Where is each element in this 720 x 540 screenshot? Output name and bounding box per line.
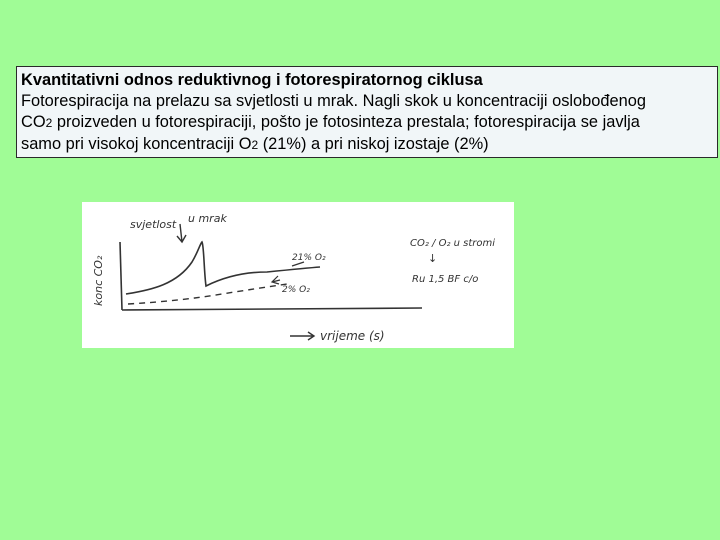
label-xaxis: vrijeme (s) <box>320 329 385 343</box>
description-line-3-text: samo pri visokoj koncentraciji O <box>21 135 252 153</box>
handwritten-sketch <box>82 202 514 348</box>
light-arrow <box>177 224 186 242</box>
x-axis <box>122 308 422 310</box>
label-light: svjetlost <box>130 218 177 231</box>
slide-title: Kvantitativni odnos reduktivnog i fotorespiratornog ciklusa <box>21 71 483 89</box>
label-yaxis: konc CO₂ <box>92 255 105 306</box>
description-line-1 <box>21 91 713 112</box>
description-box <box>16 66 718 158</box>
note-line-2: Ru 1,5 BF c/o <box>412 274 479 285</box>
co2-text: CO <box>21 113 46 131</box>
description-line-2-text: proizveden u fotorespiraciji, pošto je fotosinteza prestala; fotorespiracija se javlja <box>52 113 640 131</box>
description-line-2 <box>21 112 713 134</box>
y-axis <box>120 242 122 310</box>
label-2-o2: 2% O₂ <box>282 285 310 295</box>
o2-subscript: 2 <box>251 138 259 152</box>
label-2-arrow <box>272 276 280 284</box>
x-axis-arrow <box>290 332 314 340</box>
curve-2-o2 <box>128 284 287 304</box>
note-line-1: CO₂ / O₂ u stromi <box>410 238 496 249</box>
description-line-3-end: (21%) a pri niskoj izostaje (2%) <box>258 135 489 153</box>
note-arrow: ↓ <box>428 252 438 265</box>
sketch-svg <box>82 202 514 348</box>
label-21-o2: 21% O₂ <box>292 253 326 263</box>
co2-subscript: 2 <box>45 116 53 130</box>
label-dark: u mrak <box>188 212 227 225</box>
description-line-1-text: Fotorespiracija na prelazu sa svjetlosti u mrak. Nagli skok u koncentraciji oslobođenog <box>21 92 646 110</box>
description-line-3 <box>21 134 713 156</box>
